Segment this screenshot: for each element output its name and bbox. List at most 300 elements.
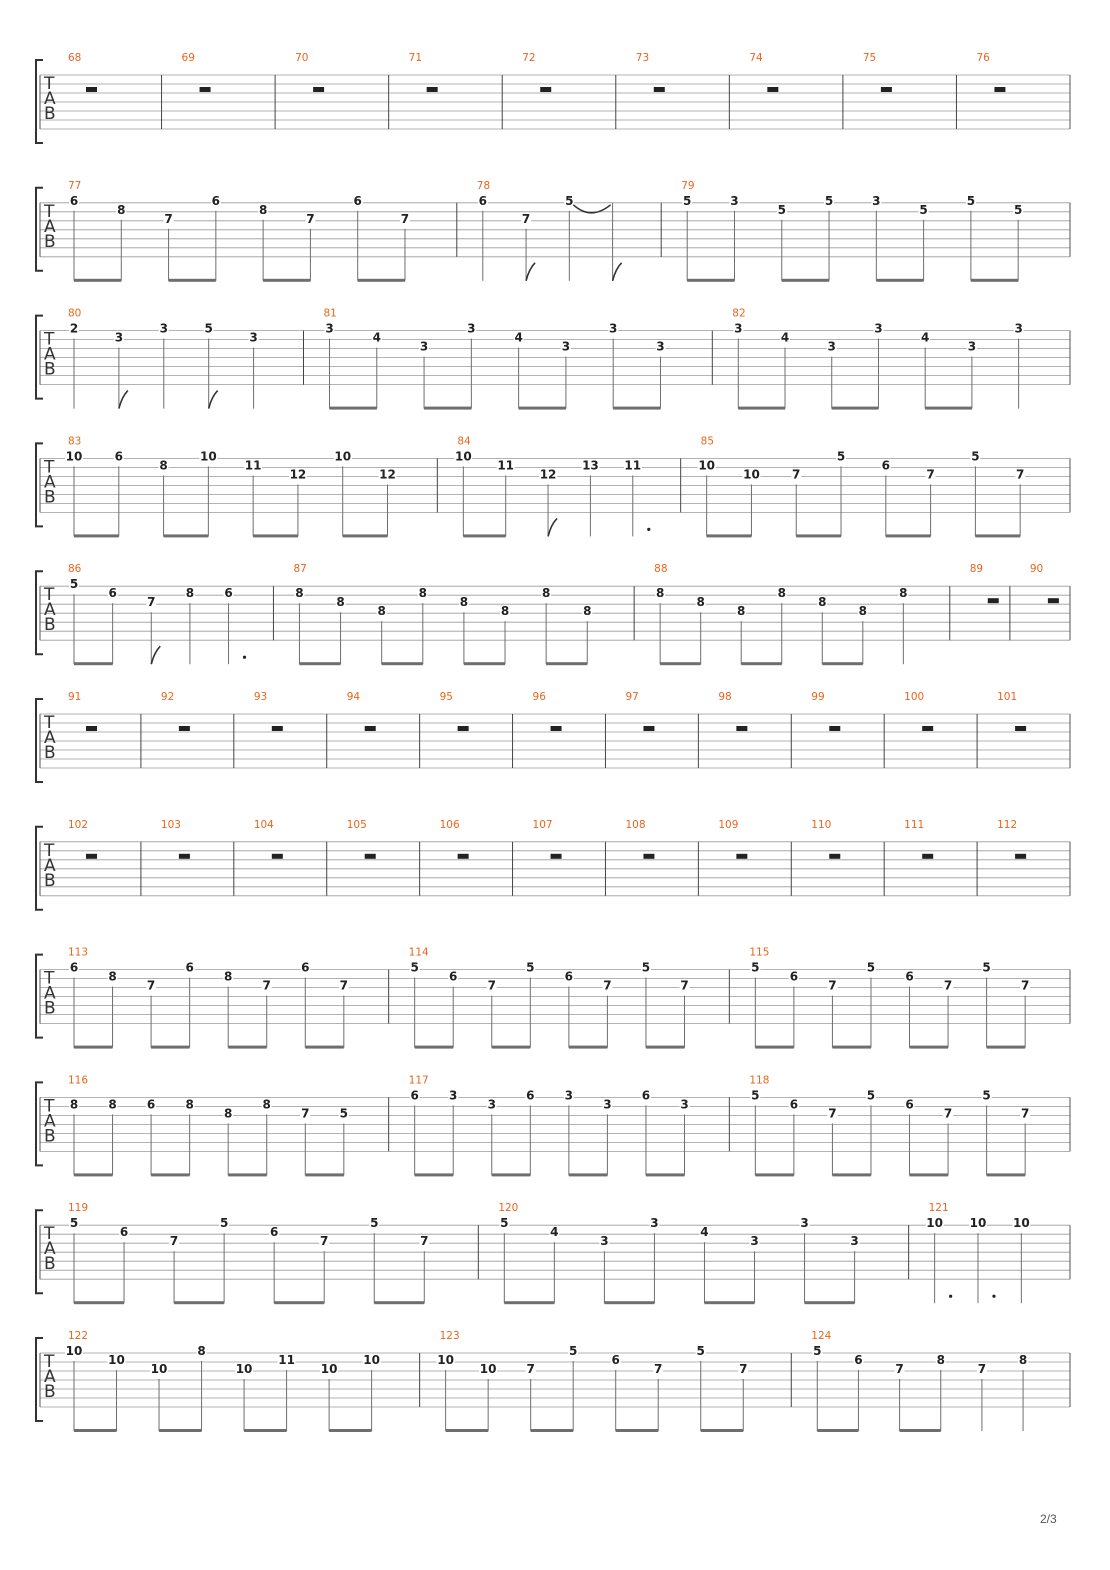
fret-number: 7 xyxy=(943,978,953,993)
rhythm-dot xyxy=(647,528,650,531)
tab-clef-letter: T xyxy=(44,457,55,478)
fret-number: 6 xyxy=(905,1097,914,1112)
measure-number: 71 xyxy=(408,52,423,64)
whole-rest xyxy=(994,87,1005,92)
beam xyxy=(174,1301,224,1304)
measure-number: 104 xyxy=(253,818,274,831)
fret-number: 10 xyxy=(926,1216,943,1231)
measure-number: 85 xyxy=(700,435,715,448)
whole-rest xyxy=(86,854,97,859)
fret-number: 10 xyxy=(235,1362,253,1376)
measure xyxy=(409,1074,730,1176)
fret-number: 3 xyxy=(650,1216,659,1231)
measure-number: 80 xyxy=(68,307,82,320)
fret-number: 6 xyxy=(114,449,123,464)
measure-number: 109 xyxy=(718,818,739,831)
whole-rest xyxy=(458,726,469,731)
beam xyxy=(910,1173,949,1176)
beam xyxy=(741,662,782,665)
fret-number: 8 xyxy=(159,458,168,473)
fret-number: 5 xyxy=(641,960,651,975)
tab-clef-letter: A xyxy=(44,89,56,109)
beam xyxy=(446,1429,489,1432)
measure xyxy=(904,819,977,896)
whole-rest xyxy=(427,87,438,92)
fret-number: 8 xyxy=(262,1097,271,1112)
fret-number: 7 xyxy=(301,1106,310,1121)
beam xyxy=(74,534,119,537)
tab-clef-letter: A xyxy=(44,472,56,493)
beam xyxy=(464,662,505,665)
beam xyxy=(492,1173,531,1176)
tab-clef-letter: B xyxy=(44,104,56,124)
measure-number: 119 xyxy=(68,1202,89,1215)
measure-number: 114 xyxy=(408,946,429,959)
beam xyxy=(546,662,587,665)
whole-rest xyxy=(736,726,747,731)
beam xyxy=(660,662,701,665)
fret-number: 8 xyxy=(377,604,386,619)
measure xyxy=(533,691,606,768)
measure xyxy=(68,52,162,129)
whole-rest xyxy=(643,854,654,859)
beam xyxy=(925,407,972,410)
measure-number: 77 xyxy=(68,179,82,192)
fret-number: 3 xyxy=(609,321,618,336)
rhythm-dot xyxy=(992,1295,995,1298)
fret-number: 8 xyxy=(500,604,510,619)
fret-number: 10 xyxy=(65,449,83,464)
fret-number: 8 xyxy=(936,1353,945,1367)
beam xyxy=(74,662,113,665)
beam xyxy=(817,1429,858,1432)
beam xyxy=(74,1173,113,1176)
fret-number: 8 xyxy=(541,586,551,601)
fret-number: 5 xyxy=(500,1216,509,1231)
fret-number: 10 xyxy=(363,1353,380,1367)
measure-number: 107 xyxy=(532,818,553,831)
measure xyxy=(625,691,698,768)
measure-number: 99 xyxy=(811,691,825,703)
fret-number: 5 xyxy=(813,1344,822,1358)
beam xyxy=(253,534,298,537)
beam xyxy=(687,279,734,282)
tab-system xyxy=(36,308,1070,410)
tab-clef-letter: T xyxy=(44,585,55,606)
fret-number: 8 xyxy=(258,202,268,217)
fret-number: 5 xyxy=(204,321,213,336)
measure xyxy=(161,691,234,768)
tab-system xyxy=(36,435,1070,537)
fret-number: 3 xyxy=(967,339,977,354)
beam xyxy=(244,1429,287,1432)
beam xyxy=(382,662,423,665)
tab-clef-letter: A xyxy=(44,216,56,237)
fret-number: 12 xyxy=(379,467,396,482)
measure xyxy=(65,435,437,537)
fret-number: 3 xyxy=(850,1234,859,1249)
measure-number: 124 xyxy=(811,1330,832,1342)
fret-number: 7 xyxy=(1015,467,1025,482)
measure xyxy=(718,691,791,768)
measure-number: 117 xyxy=(408,1074,429,1087)
measure xyxy=(522,52,616,129)
fret-number: 5 xyxy=(966,193,976,208)
fret-number: 8 xyxy=(418,586,427,601)
measure xyxy=(409,52,503,129)
fret-number: 7 xyxy=(320,1234,329,1249)
note-flag xyxy=(526,263,535,281)
whole-rest xyxy=(365,726,376,731)
fret-number: 7 xyxy=(654,1362,663,1376)
beam xyxy=(463,534,505,537)
beam xyxy=(74,1046,113,1049)
whole-rest xyxy=(86,87,97,92)
measure xyxy=(654,563,950,665)
fret-number: 5 xyxy=(339,1106,349,1121)
measure-number: 110 xyxy=(811,818,832,831)
tab-system xyxy=(36,563,1070,665)
fret-number: 2 xyxy=(69,321,79,336)
beam xyxy=(415,1173,454,1176)
beam xyxy=(228,1046,267,1049)
measure-number: 102 xyxy=(68,818,89,831)
beam xyxy=(822,662,863,665)
measure xyxy=(997,691,1026,731)
measure xyxy=(440,691,513,768)
measure xyxy=(409,947,730,1049)
fret-number: 10 xyxy=(65,1344,83,1358)
measure-number: 74 xyxy=(749,52,763,64)
fret-number: 8 xyxy=(117,202,126,217)
beam xyxy=(704,1301,754,1304)
fret-number: 5 xyxy=(565,193,574,208)
beam xyxy=(832,1173,871,1176)
fret-number: 5 xyxy=(410,960,419,975)
measure xyxy=(68,947,389,1049)
tab-system xyxy=(36,180,1070,282)
fret-number: 6 xyxy=(854,1353,863,1367)
whole-rest xyxy=(654,87,665,92)
whole-rest xyxy=(551,854,562,859)
measure-number: 106 xyxy=(439,818,460,831)
fret-number: 4 xyxy=(921,330,930,345)
fret-number: 5 xyxy=(866,960,876,975)
beam xyxy=(151,1046,190,1049)
fret-number: 7 xyxy=(895,1362,904,1376)
measure-number: 95 xyxy=(439,691,454,703)
beam xyxy=(424,407,471,410)
tab-clef-letter: B xyxy=(44,359,56,380)
measure-number: 98 xyxy=(718,691,732,703)
fret-number: 6 xyxy=(224,586,233,601)
measure xyxy=(718,819,791,896)
beam xyxy=(358,279,405,282)
measure xyxy=(498,1202,908,1304)
measure-number: 123 xyxy=(439,1330,460,1342)
whole-rest xyxy=(881,87,892,92)
fret-number: 10 xyxy=(743,467,760,482)
tab-system xyxy=(36,1074,1070,1176)
beam xyxy=(519,407,566,410)
measure xyxy=(454,435,680,537)
measure-number: 100 xyxy=(904,691,925,703)
fret-number: 6 xyxy=(185,960,194,975)
measure-number: 89 xyxy=(969,563,984,576)
whole-rest xyxy=(767,87,778,92)
tab-clef-letter: T xyxy=(44,840,55,861)
beam xyxy=(755,1173,794,1176)
measure xyxy=(811,1330,1028,1432)
measure-number: 84 xyxy=(457,435,471,448)
fret-number: 10 xyxy=(454,449,472,464)
beam xyxy=(755,1046,794,1049)
measure xyxy=(681,180,1023,282)
fret-number: 5 xyxy=(777,202,786,217)
measure xyxy=(811,691,884,768)
tab-clef-letter: A xyxy=(44,1239,56,1260)
measure xyxy=(254,691,327,768)
tab-system xyxy=(36,819,1070,910)
fret-number: 12 xyxy=(539,467,557,482)
fret-number: 6 xyxy=(905,969,914,984)
tab-clef-letter: B xyxy=(44,487,56,508)
beam xyxy=(707,534,752,537)
beam xyxy=(616,1429,659,1432)
fret-number: 8 xyxy=(696,595,705,610)
tab-clef-letter: T xyxy=(44,1096,55,1117)
tab-clef-letter: T xyxy=(44,74,55,94)
fret-number: 8 xyxy=(185,1097,194,1112)
fret-number: 11 xyxy=(624,458,642,473)
fret-number: 5 xyxy=(696,1344,705,1358)
note-flag xyxy=(613,263,622,281)
whole-rest xyxy=(179,726,190,731)
measure xyxy=(698,435,1026,537)
beam xyxy=(329,1429,372,1432)
beam xyxy=(805,1301,855,1304)
whole-rest xyxy=(313,87,324,92)
measure-number: 83 xyxy=(68,435,82,448)
measure xyxy=(440,819,513,896)
fret-number: 3 xyxy=(487,1097,496,1112)
fret-number: 7 xyxy=(943,1106,953,1121)
fret-number: 4 xyxy=(372,330,381,345)
tab-clef-letter: T xyxy=(44,201,55,222)
measure-number: 93 xyxy=(253,691,268,703)
tab-clef-letter: T xyxy=(44,713,55,733)
measure-number: 88 xyxy=(654,563,668,576)
fret-number: 3 xyxy=(872,193,881,208)
fret-number: 8 xyxy=(737,604,746,619)
measure xyxy=(254,819,327,896)
fret-number: 3 xyxy=(680,1097,689,1112)
whole-rest xyxy=(643,726,654,731)
measure xyxy=(811,819,884,896)
whole-rest xyxy=(179,854,190,859)
fret-number: 8 xyxy=(224,1106,233,1121)
beam xyxy=(900,1429,941,1432)
fret-number: 7 xyxy=(306,211,315,226)
fret-number: 3 xyxy=(449,1088,458,1103)
measure xyxy=(749,1074,1030,1176)
fret-number: 3 xyxy=(419,339,429,354)
fret-number: 6 xyxy=(108,586,117,601)
fret-number: 7 xyxy=(169,1234,179,1249)
beam xyxy=(886,534,931,537)
fret-number: 3 xyxy=(750,1234,759,1249)
fret-number: 11 xyxy=(244,458,262,473)
fret-number: 6 xyxy=(353,193,362,208)
rhythm-dot xyxy=(949,1295,952,1298)
whole-rest xyxy=(365,854,376,859)
measure-number: 68 xyxy=(68,52,82,64)
measure xyxy=(863,52,957,129)
measure-number: 96 xyxy=(532,691,546,703)
tab-clef-letter: A xyxy=(44,728,56,748)
measure-number: 91 xyxy=(68,691,82,703)
fret-number: 7 xyxy=(339,978,349,993)
fret-number: 5 xyxy=(971,449,980,464)
fret-number: 10 xyxy=(200,449,217,464)
whole-rest xyxy=(458,854,469,859)
measure-number: 108 xyxy=(625,818,646,831)
fret-number: 6 xyxy=(301,960,310,975)
measure-number: 115 xyxy=(749,946,770,959)
measure-number: 73 xyxy=(635,52,650,64)
measure xyxy=(347,819,420,896)
measure xyxy=(68,1202,478,1304)
beam xyxy=(415,1046,454,1049)
measure-number: 103 xyxy=(160,818,181,831)
fret-number: 3 xyxy=(874,321,883,336)
fret-number: 5 xyxy=(982,960,991,975)
fret-number: 8 xyxy=(69,1097,79,1112)
fret-number: 10 xyxy=(479,1362,497,1376)
whole-rest xyxy=(1048,598,1059,603)
measure-number: 118 xyxy=(749,1074,770,1087)
fret-number: 6 xyxy=(478,193,487,208)
fret-number: 3 xyxy=(114,330,124,345)
fret-number: 10 xyxy=(334,449,352,464)
measure xyxy=(477,180,661,281)
whole-rest xyxy=(922,854,933,859)
whole-rest xyxy=(1015,726,1026,731)
whole-rest xyxy=(829,854,840,859)
measure-number: 101 xyxy=(997,691,1018,703)
fret-number: 8 xyxy=(583,604,592,619)
note-flag xyxy=(151,646,160,664)
fret-number: 7 xyxy=(977,1362,987,1376)
rhythm-dot xyxy=(243,656,246,659)
measure xyxy=(295,52,389,129)
beam xyxy=(569,1173,608,1176)
whole-rest xyxy=(922,726,933,731)
fret-number: 7 xyxy=(400,211,410,226)
fret-number: 7 xyxy=(521,211,531,226)
beam xyxy=(330,407,377,410)
fret-number: 8 xyxy=(777,586,786,601)
measure xyxy=(347,691,420,768)
beam xyxy=(305,1046,344,1049)
beam xyxy=(374,1301,424,1304)
fret-number: 3 xyxy=(827,339,836,354)
tab-clef-letter: B xyxy=(44,743,56,763)
measure xyxy=(997,819,1026,859)
fret-number: 3 xyxy=(603,1097,612,1112)
fret-number: 8 xyxy=(185,586,195,601)
measure-number: 79 xyxy=(681,179,695,192)
beam xyxy=(832,407,879,410)
measure-number: 94 xyxy=(346,691,361,703)
fret-number: 3 xyxy=(159,321,168,336)
fret-number: 5 xyxy=(751,960,760,975)
fret-number: 7 xyxy=(487,978,496,993)
measure xyxy=(732,308,1023,410)
fret-number: 8 xyxy=(108,1097,117,1112)
fret-number: 5 xyxy=(1013,202,1023,217)
measure-number: 97 xyxy=(625,691,639,703)
measure xyxy=(182,52,276,129)
fret-number: 11 xyxy=(278,1353,295,1367)
measure-number: 69 xyxy=(181,52,195,64)
measure xyxy=(976,52,1005,92)
beam xyxy=(228,1173,267,1176)
fret-number: 3 xyxy=(734,321,743,336)
fret-number: 5 xyxy=(866,1088,876,1103)
measure xyxy=(68,819,141,896)
fret-number: 5 xyxy=(836,449,846,464)
fret-number: 13 xyxy=(582,458,599,473)
fret-number: 8 xyxy=(459,595,469,610)
fret-number: 3 xyxy=(561,339,571,354)
fret-number: 7 xyxy=(262,978,271,993)
beam xyxy=(782,279,829,282)
tab-clef-letter: A xyxy=(44,600,56,621)
fret-number: 7 xyxy=(603,978,612,993)
measure xyxy=(324,308,713,410)
tab-clef-letter: A xyxy=(44,983,56,1004)
fret-number: 5 xyxy=(219,1216,229,1231)
fret-number: 8 xyxy=(818,595,827,610)
fret-number: 5 xyxy=(370,1216,379,1231)
measure-number: 105 xyxy=(346,818,367,831)
fret-number: 5 xyxy=(69,1216,79,1231)
fret-number: 8 xyxy=(295,586,304,601)
beam xyxy=(274,1301,324,1304)
tab-system xyxy=(36,1202,1070,1304)
tab-system xyxy=(36,691,1070,782)
fret-number: 5 xyxy=(982,1088,991,1103)
fret-number: 3 xyxy=(467,321,476,336)
beam xyxy=(492,1046,531,1049)
whole-rest xyxy=(86,726,97,731)
measure-number: 120 xyxy=(498,1202,519,1215)
fret-number: 7 xyxy=(146,978,156,993)
measure xyxy=(749,947,1030,1049)
whole-rest xyxy=(551,726,562,731)
fret-number: 6 xyxy=(881,458,890,473)
beam xyxy=(159,1429,202,1432)
tab-system xyxy=(36,1330,1070,1432)
measure xyxy=(68,563,273,665)
tab-clef-letter: T xyxy=(44,329,55,350)
fret-number: 10 xyxy=(969,1216,987,1231)
fret-number: 3 xyxy=(325,321,334,336)
fret-number: 3 xyxy=(656,339,665,354)
measure xyxy=(68,180,457,282)
fret-number: 7 xyxy=(828,978,837,993)
